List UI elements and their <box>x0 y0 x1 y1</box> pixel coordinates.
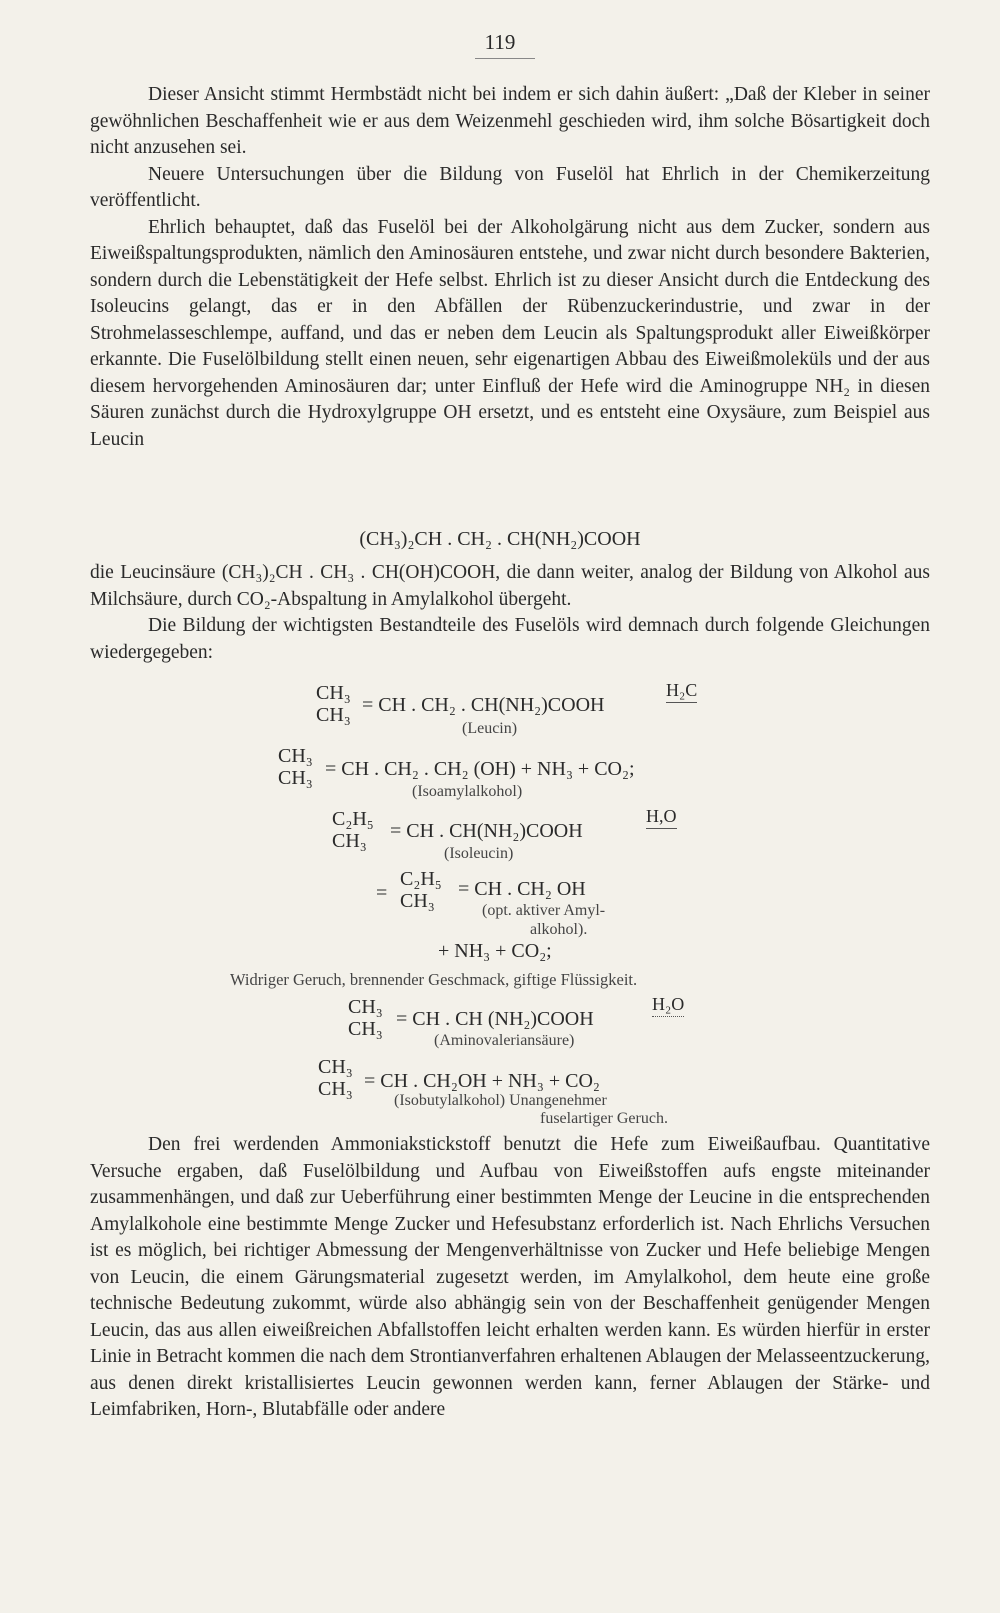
eq3-fraction <box>332 808 374 852</box>
eq3-over: H,O <box>646 806 677 829</box>
formula-leucin: (CH₃)₂CH . CH₂ . CH(NH₂)COOH <box>359 528 641 550</box>
paragraph: Neuere Untersuchungen über die Bildung von Fuselöl hat Ehrlich in der Chemikerzeitung veröffentlicht. <box>90 163 930 211</box>
eq6-denominator: CH₃ <box>348 1018 383 1040</box>
eq6-numerator: CH₃ <box>348 996 383 1018</box>
eq2-rhs: = CH . CH₂ . CH₂ (OH) + NH₃ + CO₂; <box>325 758 635 780</box>
page-number-rule <box>475 58 535 59</box>
eq6-caption: (Aminovaleriansäure) <box>434 1032 575 1049</box>
smell-note: Widriger Geruch, brennender Geschmack, giftige Flüssigkeit. <box>230 970 638 989</box>
paragraph: Den frei werdenden Ammoniakstickstoff benutzt die Hefe zum Eiweißaufbau. Quantitative Versuche ergaben, daß Fuselölbildung und Aufbau von Eiweißstoffen aufs engste miteinander zusammenhängen, und daß zur Ueberführung einer bestimmten Menge der Leucine in die entsprechenden Amylalkohole eine bestimmte Menge Zucker und Hefesubstanz erforderlich ist. Nach Ehrlichs Versuchen ist es möglich, bei richtiger Abmessung der Mengenverhältnisse von Zucker und Hefe beliebige Mengen von Leucin, die einem Gärungsmaterial zugesetzt werden, im Amylalkohol, dem heute eine große technische Bedeutung zukommt, würde also abhängig sein von der Beschaffenheit genügender Mengen Leucin, das aus allen eiweißreichen Abfallstoffen leicht erhalten werden kann. Es würden hierfür in erster Linie in Betracht kommen die nach dem Strontianverfahren erhaltenen Ablaugen der Melasseentzuckerung, aus denen direkt kristallisiertes Leucin gewonnen werden kann, ferner Ablaugen der Stärke- und Leimfabriken, Horn-, Blutabfälle oder andere <box>90 1134 930 1420</box>
eq3-caption: (Isoleucin) <box>444 845 514 862</box>
page-number: 119 <box>484 30 516 54</box>
eq6-fraction <box>348 996 383 1040</box>
eq4-prefix: = <box>376 882 388 904</box>
paragraph: Ehrlich behauptet, daß das Fuselöl bei der Alkoholgärung nicht aus dem Zucker, sondern aus Eiweißspaltungsprodukten, nämlich den Aminosäuren entstehe, und zwar nicht durch besondere Bakterien, sondern durch die Lebenstätigkeit der Hefe selbst. Ehrlich ist zu dieser Ansicht durch die Entdeckung des Isoleucins gelangt, das er in den Abfällen der Rübenzuckerindustrie, und zwar in der Strohmelasseschlempe, auffand, und das er neben dem Leucin als Spaltungsprodukt aller Eiweißkörper erkannte. Die Fuselölbildung stellt einen neuen, sehr eigenartigen Abbau des Eiweißmoleküls und der aus diesem hervorgehenden Aminosäuren dar; unter Einfluß der Hefe wird die Aminogruppe NH₂ in diesen Säuren zunächst durch die Hydroxylgruppe OH ersetzt, und es entsteht eine Oxysäure, zum Beispiel aus Leucin <box>90 216 930 450</box>
eq2-denominator: CH₃ <box>278 767 313 789</box>
eq2-caption: (Isoamylalkohol) <box>412 783 523 800</box>
eq1-numerator: CH₃ <box>316 682 351 704</box>
eq7-caption-1: (Isobutylalkohol) Unangenehmer <box>394 1092 607 1109</box>
eq7-caption-2: fuselartiger Geruch. <box>540 1110 668 1127</box>
eq4-caption-2: alkohol). <box>530 921 588 938</box>
eq5: + NH₃ + CO₂; <box>438 940 552 962</box>
text-block-middle <box>90 560 930 666</box>
paragraph: Die Bildung der wichtigsten Bestandteile des Fuselöls wird demnach durch folgende Gleichungen wiedergegeben: <box>90 615 930 663</box>
eq3-rhs: = CH . CH(NH₂)COOH <box>390 820 583 842</box>
eq7-denominator: CH₃ <box>318 1078 353 1100</box>
eq1-fraction <box>316 682 351 726</box>
eq1-rhs: = CH . CH₂ . CH(NH₂)COOH <box>362 694 605 716</box>
eq3-denominator: CH₃ <box>332 830 367 852</box>
text-block-top <box>90 82 930 453</box>
eq7-numerator: CH₃ <box>318 1056 353 1078</box>
eq4-fraction <box>400 868 442 912</box>
eq7-rhs: = CH . CH₂OH + NH₃ + CO₂ <box>364 1070 600 1092</box>
eq6-rhs: = CH . CH (NH₂)COOH <box>396 1008 594 1030</box>
eq1-denominator: CH₃ <box>316 704 351 726</box>
text-block-bottom <box>90 1132 930 1424</box>
eq1-caption: (Leucin) <box>462 720 518 737</box>
eq4-denominator: CH₃ <box>400 890 435 912</box>
eq2-numerator: CH₃ <box>278 745 313 767</box>
paragraph: Dieser Ansicht stimmt Hermbstädt nicht bei indem er sich dahin äußert: „Daß der Kleber in seiner gewöhnlichen Beschaffenheit wie er aus dem Weizenmehl geschieden wird, ihm solche Bösartigkeit doch nicht anzusehen sei. <box>90 84 930 158</box>
eq2-fraction <box>278 745 313 789</box>
eq7-fraction <box>318 1056 353 1100</box>
eq4-caption-1: (opt. aktiver Amyl- <box>482 902 606 919</box>
paragraph: die Leucinsäure (CH₃)₂CH . CH₃ . CH(OH)COOH, die dann weiter, analog der Bildung von Alkohol aus Milchsäure, durch CO₂-Abspaltung in Amylalkohol übergeht. <box>90 562 930 610</box>
eq4-rhs: = CH . CH₂ OH <box>458 878 586 900</box>
eq3-numerator: C₂H₅ <box>332 808 374 830</box>
eq6-over: H₂O <box>652 994 684 1017</box>
eq1-over: H₂C <box>666 680 697 703</box>
eq4-numerator: C₂H₅ <box>400 868 442 890</box>
